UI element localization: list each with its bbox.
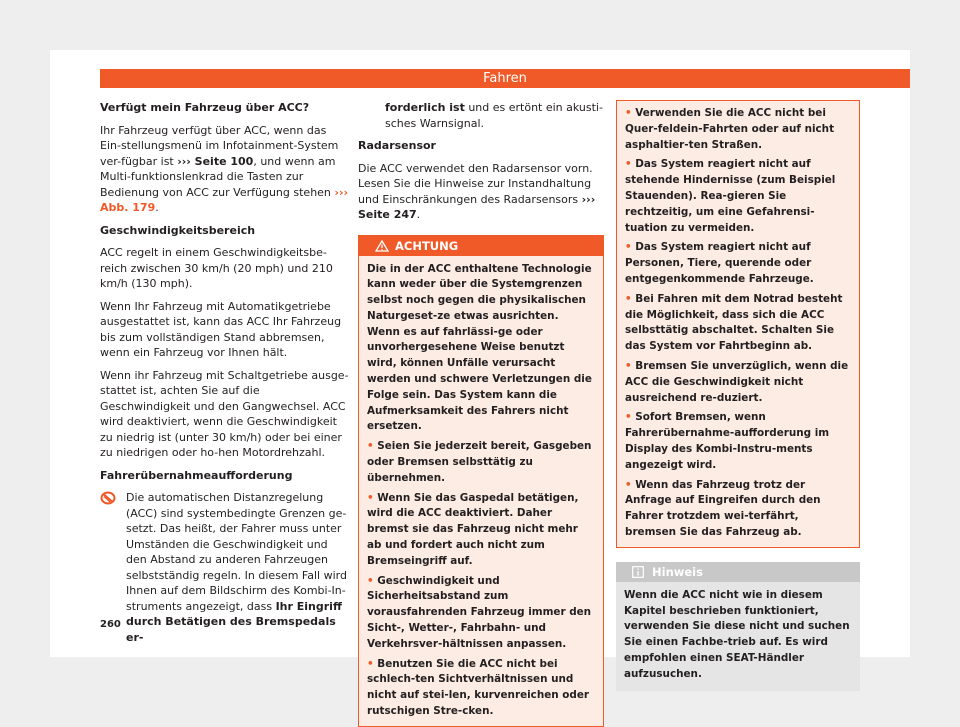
page-number: 260 xyxy=(100,619,121,630)
bullet-icon: • xyxy=(367,657,374,670)
bullet-icon: • xyxy=(625,411,632,424)
warning-title: ACHTUNG xyxy=(395,238,459,253)
warning-bullet xyxy=(625,478,851,541)
text: Bei Fahren mit dem Notrad besteht die Möglichkeit, dass sich die ACC selbsttätig abschaltet. Schalten Sie das System vor Fahrtbeginn ab. xyxy=(625,292,843,353)
page-reference-link[interactable]: ››› Seite 100 xyxy=(177,154,254,168)
bullet-icon: • xyxy=(625,292,632,305)
warning-box xyxy=(358,235,604,727)
text: Benutzen Sie die ACC nicht bei schlech-ten Sichtverhältnissen und nicht auf stei-len, kurvenreichen oder rutschigen Stre-cken. xyxy=(367,657,590,718)
no-stopping-warning-icon xyxy=(100,491,116,505)
note-header xyxy=(616,562,860,582)
text: . xyxy=(416,208,421,221)
warning-bullet xyxy=(625,157,851,236)
bullet-icon: • xyxy=(625,359,632,372)
warning-body xyxy=(617,101,859,547)
heading-radar: Radarsensor xyxy=(358,139,436,152)
text: Ihr Fahrzeug verfügt über ACC, wenn das Ein-stellungsmenü im Infotainment-System ver-fügbar ist xyxy=(100,123,339,168)
warning-bullet xyxy=(625,292,851,355)
warning-bullet xyxy=(367,574,595,653)
warning-intro: Die in der ACC enthaltene Technologie kann weder über die Systemgrenzen selbst noch gegen die physikalischen Naturgeset-ze etwas ausrichten. Wenn es auf fahrlässi-ge oder unvorhergesehene Weise benutzt wird, können Unfälle verursacht werden und schwere Verletzungen die Folge sein. Das System kann die Aufmerksamkeit des Fahrers nicht ersetzen. xyxy=(367,262,592,433)
warning-bullet xyxy=(367,439,595,486)
text: Die automatischen Distanzregelung (ACC) sind systembedingte Grenzen ge-setzt. Das heißt, der Fahrer muss unter Umständen die Geschwindigkeit und den Abstand zu anderen Fahrzeugen selbstständig regeln. In diesem Fall wird Ihnen auf dem Bildschirm des Kombi-In-struments angezeigt, dass xyxy=(126,491,347,613)
text: Das System reagiert nicht auf Personen, Tiere, querende oder entgegenkommende Fahrzeuge. xyxy=(625,241,814,285)
warning-header xyxy=(359,236,603,256)
heading-takeover: Fahrerübernahmeaufforderung xyxy=(100,468,293,482)
heading-acc-available: Verfügt mein Fahrzeug über ACC? xyxy=(100,101,310,114)
warning-bullet xyxy=(367,491,595,570)
warning-bullet xyxy=(625,106,851,153)
text: Seien Sie jederzeit bereit, Gasgeben oder Bremsen selbsttätig zu übernehmen. xyxy=(367,440,592,484)
bullet-icon: • xyxy=(367,574,374,587)
text-bold: Ihr Eingriff durch Betätigen des Bremspedals er- xyxy=(126,599,342,644)
paragraph-acc-available xyxy=(100,123,350,216)
text: Die ACC verwendet den Radarsensor vorn. Lesen Sie die Hinweise zur Instandhaltung und Einschränkungen des Radarsensors xyxy=(358,161,593,206)
warning-bullet xyxy=(625,240,851,287)
text: Wenn das Fahrzeug trotz der Anfrage auf Eingreifen durch den Fahrer trotzdem wei-terfährt, bremsen Sie das Fahrzeug ab. xyxy=(625,478,821,538)
warning-bullet xyxy=(625,359,851,406)
paragraph-automatic: Wenn Ihr Fahrzeug mit Automatikgetriebe ausgestattet ist, kann das ACC Ihr Fahrzeug bis zum vollständigen Stand abbremsen, wenn ein Fahrzeug vor Ihnen hält. xyxy=(100,299,342,359)
text: Wenn Sie das Gaspedal betätigen, wird die ACC deaktiviert. Daher bremst sie das Fahrzeug nicht mehr ab und fordert auch nicht zum Bremseingriff auf. xyxy=(367,491,579,567)
text: , und wenn am Multi-funktionslenkrad die Tasten zur Bedienung von ACC zur Verfügung stehen xyxy=(100,154,336,199)
heading-speed-range: Geschwindigkeitsbereich xyxy=(100,223,256,237)
text: Sofort Bremsen, wenn Fahrerübernahme-aufforderung im Display des Kombi-Instru-ments angezeigt wird. xyxy=(625,411,830,471)
bullet-icon: • xyxy=(367,440,374,453)
text: Geschwindigkeit und Sicherheitsabstand zum vorausfahrenden Fahrzeug immer den Sicht-, Wetter-, Fahrbahn- und Verkehrsver-hältnissen anpassen. xyxy=(367,574,592,650)
note-box xyxy=(616,562,860,691)
warning-triangle-icon xyxy=(375,240,389,252)
bullet-icon: • xyxy=(367,491,374,504)
paragraph-manual: Wenn ihr Fahrzeug mit Schaltgetriebe ausge-stattet ist, achten Sie auf die Geschwindigkeit und den Gangwechsel. ACC wird deaktiviert, wenn die Geschwindigkeit zu niedrig ist (unter 30 km/h) oder bei einer zu niedrigen oder ho-hen Motordrehzahl. xyxy=(100,368,349,459)
text: und es ertönt ein akusti-sches Warnsignal. xyxy=(385,101,603,130)
bullet-icon: • xyxy=(625,241,632,254)
paragraph-radar xyxy=(358,161,604,223)
bullet-icon: • xyxy=(625,478,632,491)
text: Verwenden Sie die ACC nicht bei Quer-feldein-Fahrten oder auf nicht asphaltier-ten Straßen. xyxy=(625,107,835,151)
text: Bremsen Sie unverzüglich, wenn die ACC die Geschwindigkeit nicht ausreichend re-duziert. xyxy=(625,359,849,404)
warning-body xyxy=(359,256,603,726)
section-header-bar xyxy=(100,69,910,88)
bullet-icon: • xyxy=(625,158,632,171)
paragraph-takeover-cont xyxy=(358,100,604,131)
warning-bullet xyxy=(625,410,851,473)
paragraph-takeover xyxy=(100,490,350,645)
note-text: Wenn die ACC nicht wie in diesem Kapitel beschrieben funktioniert, verwenden Sie diese nicht und suchen Sie einen Fachbe-trieb auf. Es wird empfohlen einen SEAT-Händler aufzusuchen. xyxy=(624,588,850,680)
bullet-icon: • xyxy=(625,107,632,119)
column-left xyxy=(100,100,350,645)
text: . xyxy=(155,201,159,214)
section-title: Fahren xyxy=(483,71,527,86)
text: Das System reagiert nicht auf stehende Hindernisse (zum Beispiel Stauenden). Rea-gieren Sie rechtzeitig, um eine Gefahrensi-tuation zu vermeiden. xyxy=(625,158,836,234)
figure-reference-link[interactable]: ››› Abb. 179 xyxy=(100,185,349,214)
warning-box-continued xyxy=(616,100,860,548)
column-middle xyxy=(358,100,604,727)
paragraph-speed-range: ACC regelt in einem Geschwindigkeitsbe-reich zwischen 30 km/h (20 mph) und 210 km/h (130 mph). xyxy=(100,246,333,290)
info-note-icon xyxy=(632,566,644,578)
text-bold: forderlich ist xyxy=(385,101,465,114)
column-right xyxy=(616,100,860,691)
manual-page xyxy=(50,50,910,718)
warning-bullet xyxy=(367,657,595,720)
note-title: Hinweis xyxy=(652,564,703,579)
page-reference-link[interactable]: ››› Seite 247 xyxy=(358,192,596,221)
